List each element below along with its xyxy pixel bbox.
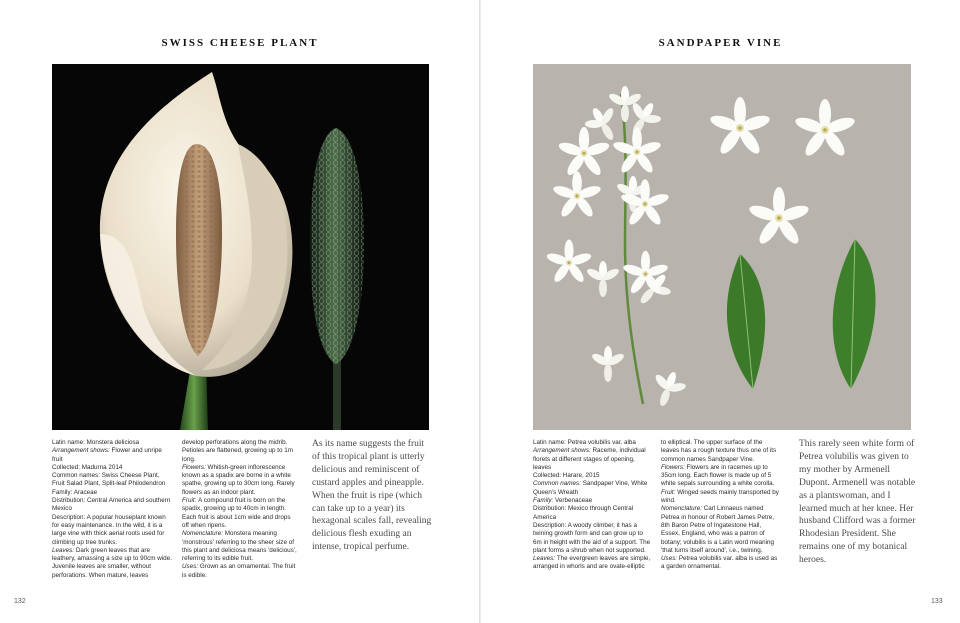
detail-leaves-cont: develop perforations along the midrib. Petioles are flattened, growing up to 1m long.: [182, 439, 293, 463]
detail-flowers: Flowers: Whitish-green inflorescence known as a spadix are borne in a white spathe, growing up to 30cm long. Rarely flowers as an indoor plant.: [182, 463, 295, 496]
detail-arrangement: Arrangement shows: Raceme, individual florets at different stages of opening, leaves: [533, 447, 646, 471]
right-page: [481, 0, 960, 623]
detail-collected: Collected: Harare, 2015: [533, 472, 600, 480]
detail-family: Family: Araceae: [52, 488, 98, 496]
detail-collected: Collected: Madurna 2014: [52, 463, 123, 471]
detail-description: Description: A popular houseplant known for easy maintenance. In the wild, it is a large vine with thick aerial roots used for climbing up tree trunks.: [52, 513, 166, 546]
detail-family: Family: Verbenaceae: [533, 497, 593, 505]
narrative-text: As its name suggests the fruit of this tropical plant is utterly delicious and reminiscent of custard apples and pineapple. When the fruit is ripe (which can take up to a year) its hexagonal scales fall, revealing delicious flesh exuding an intense, tropical perfume.: [312, 439, 432, 553]
detail-distribution: Distribution: Mexico through Central America: [533, 505, 634, 521]
specimen-details-column-1: [533, 439, 651, 572]
page-title: SWISS CHEESE PLANT: [161, 37, 319, 49]
detail-fruit: Fruit: Winged seeds mainly transported by wind.: [661, 488, 779, 505]
detail-flowers: Flowers: Flowers are in racemes up to 35cm long. Each flower is made up of 5 white sepals surrounding a white corolla.: [661, 463, 775, 488]
page-title: SANDPAPER VINE: [658, 37, 783, 49]
detail-leaves: Leaves: The evergreen leaves are simple, arranged in whorls and are ovate-elliptic: [533, 555, 651, 571]
specimen-details-column-2: [661, 439, 779, 572]
swiss-cheese-plant-photo: [52, 64, 429, 430]
detail-latin-name: Latin name: Petrea volubilis var. alba: [533, 439, 636, 446]
detail-latin-name: Latin name: Monstera deliciosa: [52, 439, 140, 446]
sandpaper-vine-photo: [533, 64, 911, 430]
narrative-text: This rarely seen white form of Petrea volubilis was given to my mother by Armenell Dupont. Armenell was notable as a plantswoman, and I learned much at her knee. Her husband Clifford was a former Rhodesian President. She remains one of my botanical heroes.: [799, 439, 916, 566]
detail-distribution: Distribution: Central America and southern Mexico: [52, 497, 171, 513]
detail-leaves: Leaves: Dark green leaves that are leathery, amassing a size up to 90cm wide. Juvenile leaves are smaller, without perforations. When mature, leaves: [52, 546, 172, 579]
specimen-details-column-2: [182, 439, 298, 580]
detail-common-names: Common names: Sandpaper Vine, White Queen's Wreath: [533, 480, 648, 496]
detail-fruit: Fruit: A compound fruit is born on the spadix, growing up to 40cm in length. Each fruit is about 1cm wide and drops off when ripens.: [182, 497, 291, 529]
detail-uses: Uses: Petrea volubilis var. alba is used as a garden ornamental.: [661, 555, 778, 571]
detail-common-names: Common names: Swiss Cheese Plant, Fruit Salad Plant, Split-leaf Philodendron: [52, 472, 166, 488]
page-number: 132: [14, 598, 26, 605]
detail-arrangement: Arrangement shows: Flower and unripe fruit: [52, 447, 162, 463]
detail-leaves-cont: to elliptical. The upper surface of the leaves has a rough texture thus one of its common names Sandpaper Vine.: [661, 439, 777, 463]
detail-description: Description: A woody climber, it has a twining growth form and can grow up to 6m in height with the aid of a support. The plant forms a shrub when not supported.: [533, 521, 651, 554]
detail-nomenclature: Nomenclature: Monstera meaning 'monstrous' referring to the sheer size of this plant and deliciosa means 'delicious', referring to its edible fruit.: [182, 530, 297, 563]
detail-uses: Uses: Grown as an ornamental. The fruit is edible.: [182, 563, 296, 579]
page-number: 133: [931, 598, 943, 605]
detail-nomenclature: Nomenclature: Carl Linnaeus named Petrea in honour of Robert James Petre, 8th Baron Petre of Ingatestone Hall, Essex, England, who was a patron of botany; volubilis is a Latin word meaning 'that turns itself around', i.e., twining.: [661, 505, 775, 554]
specimen-details-column-1: [52, 439, 172, 580]
